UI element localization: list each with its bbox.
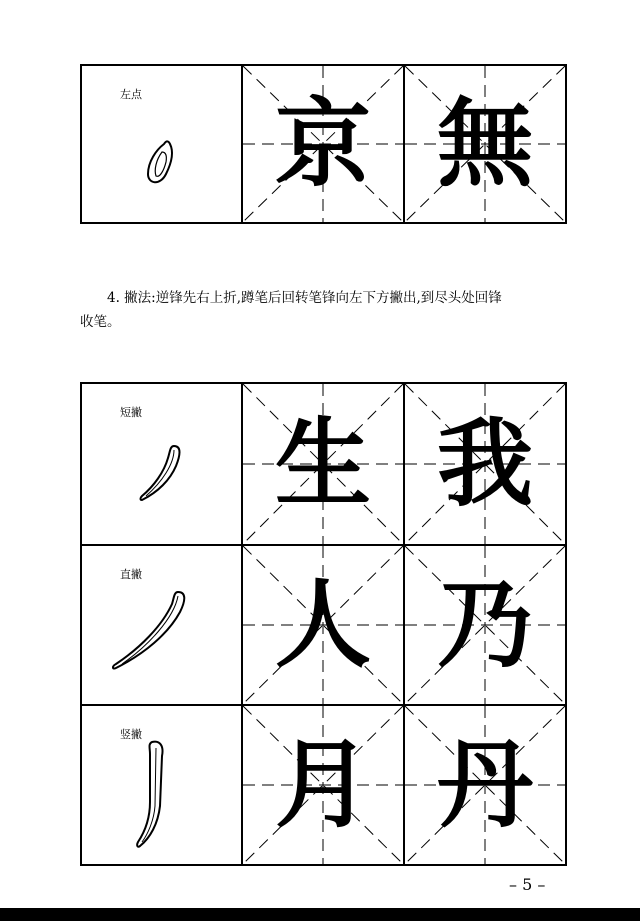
stroke-label: 直撇 [120, 568, 142, 581]
mizige-cell [241, 64, 405, 224]
mizige-cell [403, 382, 567, 546]
calligraphy-char: 乃 [437, 568, 533, 681]
mizige-cell [403, 544, 567, 706]
mizige-cell [241, 704, 405, 866]
calligraphy-char: 月 [275, 728, 371, 841]
mizige-cell [403, 64, 567, 224]
stroke-label: 左点 [120, 88, 142, 101]
calligraphy-char: 京 [275, 87, 371, 200]
stroke-cell-shupie [80, 704, 243, 866]
calligraphy-char: 丹 [437, 728, 533, 841]
instruction-paragraph [80, 286, 570, 334]
paragraph-line-1: 4. 撇法:逆锋先右上折,蹲笔后回转笔锋向左下方撇出,到尽头处回锋 [107, 290, 502, 306]
stroke-cell-zhipie [80, 544, 243, 706]
paragraph-line-2: 收笔。 [80, 314, 121, 330]
calligraphy-char: 人 [275, 568, 371, 681]
short-pie-stroke-icon [82, 384, 242, 544]
mizige-cell [241, 544, 405, 706]
mizige-cell [241, 382, 405, 546]
calligraphy-char: 我 [437, 407, 533, 520]
stroke-cell-duanpie [80, 382, 243, 546]
calligraphy-char: 生 [275, 407, 371, 520]
straight-pie-stroke-icon [82, 546, 242, 704]
scan-edge-bar [0, 908, 640, 921]
mizige-cell [403, 704, 567, 866]
stroke-label: 短撇 [120, 406, 142, 419]
left-dot-stroke-icon [82, 66, 242, 222]
page-number: – 5 – [509, 875, 546, 894]
vertical-pie-stroke-icon [82, 706, 242, 864]
stroke-label: 竖撇 [120, 728, 142, 741]
calligraphy-char: 無 [437, 87, 533, 200]
stroke-cell-zuodian [80, 64, 243, 224]
